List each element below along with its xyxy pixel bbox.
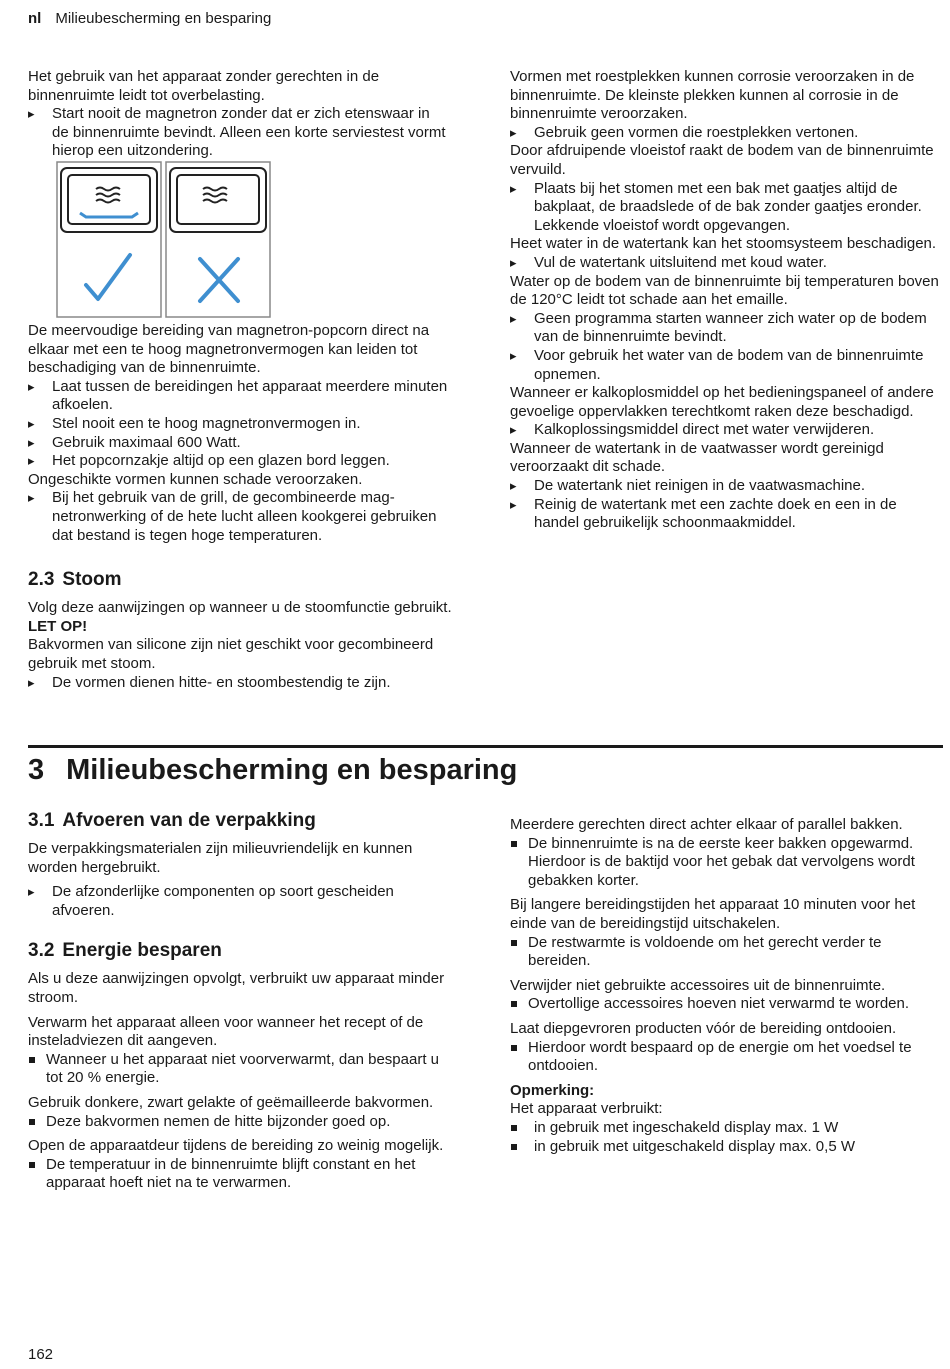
paragraph: Vormen met roestplekken kunnen corrosie veroorzaken in de binnenruimte. De kleinste plekken kunnen al corrosie in de binnenruimte veroorzaken. (510, 68, 915, 123)
bullet-item: ▸ Gebruik geen vormen die roestplekken vertonen. (510, 124, 944, 143)
bullet-item: ▸ Het popcornzakje altijd op een glazen bord leggen. (28, 452, 458, 471)
paragraph: Volg deze aanwijzingen op wanneer u de stoomfunctie gebruikt. (28, 599, 452, 617)
right-column-bottom (510, 816, 940, 1156)
paragraph: Door afdruipende vloeistof raakt de bodem van de binnenruimte vervuild. (510, 142, 934, 178)
warning-label: LET OP! (28, 617, 88, 635)
result-item: De restwarmte is voldoende om het gerecht verder te bereiden. (510, 934, 940, 971)
page-header (28, 10, 271, 29)
bullet-item: ▸ De vormen dienen hitte- en stoombestendig te zijn. (28, 674, 458, 693)
bullet-item: ▸ Stel nooit een te hoog magnetronvermogen in. (28, 415, 458, 434)
chapter-rule (28, 745, 943, 748)
bullet-item: ▸ Bij het gebruik van de grill, de gecombineerde magnetronwerking of de hete lucht alleen kookgerei gebruiken dat bestand is tegen hoge temperaturen. (28, 489, 458, 545)
bullet-item: ▸ Vul de watertank uitsluitend met koud water. (510, 254, 944, 273)
section-heading-3-1: 3.1 Afvoeren van de verpakking (28, 810, 316, 831)
paragraph: Meerdere gerechten direct achter elkaar of parallel bakken. (510, 816, 903, 833)
paragraph: Ongeschikte vormen kunnen schade veroorzaken. (28, 470, 363, 488)
result-item: De binnenruimte is na de eerste keer bakken opgewarmd. Hierdoor is de baktijd voor het gebak dat vervolgens wordt gebakken korter. (510, 835, 940, 891)
paragraph: Bij langere bereidingstijden het apparaat 10 minuten voor het einde van de bereidingstijd uitschakelen. (510, 896, 916, 932)
bullet-item: ▸ Laat tussen de bereidingen het apparaat meerdere minuten afkoelen. (28, 378, 458, 415)
paragraph: Verwijder niet gebruikte accessoires uit de binnenruimte. (510, 976, 886, 994)
header-title: Milieubescherming en besparing (55, 10, 272, 27)
paragraph: Verwarm het apparaat alleen voor wanneer het recept of de insteladviezen dit aangeven. (28, 1013, 424, 1050)
note-label: Opmerking: (510, 1081, 595, 1099)
result-item: Hierdoor wordt bespaard op de energie om het voedsel te ontdooien. (510, 1039, 940, 1076)
bullet-item: ▸ Start nooit de magnetron zonder dat er zich etenswaar in de binnenruimte bevindt. Alleen een korte serviestest vormt hierop een uitzondering. (28, 105, 458, 161)
bullet-item: ▸ Voor gebruik het water van de bodem van de binnenruimte opnemen. (510, 347, 944, 384)
paragraph: Het gebruik van het apparaat zonder gerechten in de binnenruimte leidt tot overbelasting. (28, 68, 380, 104)
paragraph: Als u deze aanwijzingen opvolgt, verbruikt uw apparaat minder stroom. (28, 970, 445, 1006)
paragraph: Wanneer de watertank in de vaatwasser wordt gereinigd veroorzaakt dit schade. (510, 439, 884, 476)
bullet-item: ▸ Gebruik maximaal 600 Watt. (28, 434, 458, 453)
bullet-item: ▸ Reinig de watertank met een zachte doek en een in de handel gebruikelijk schoonmaakmiddel. (510, 496, 944, 533)
result-item: Overtollige accessoires hoeven niet verwarmd te worden. (510, 995, 940, 1014)
section-heading-2-3: 2.3 Stoom (28, 569, 122, 591)
left-column-top (28, 68, 458, 161)
paragraph: Wanneer er kalkoplosmiddel op het bedieningspaneel of andere gevoelige oppervlakken terechtkomt raken deze beschadigd. (510, 384, 934, 420)
bullet-item: ▸ Plaats bij het stomen met een bak met gaatjes altijd de bakplaat, de braadslede of de bak zonder gaatjes eronder. Lekkende vloeistof wordt opgevangen. (510, 180, 944, 236)
result-item: Wanneer u het apparaat niet voorverwarmt, dan bespaart u tot 20 % energie. (28, 1051, 458, 1088)
bullet-item: ▸ De afzonderlijke componenten op soort gescheiden afvoeren. (28, 883, 458, 920)
paragraph: De meervoudige bereiding van magnetron-popcorn direct na elkaar met een te hoog magnetronvermogen kan leiden tot beschadiging van de binnenruimte. (28, 322, 430, 377)
paragraph: Laat diepgevroren producten vóór de bereiding ontdooien. (510, 1019, 897, 1037)
paragraph: Bakvormen van silicone zijn niet geschikt voor gecombineerd gebruik met stoom. (28, 636, 434, 672)
bullet-item: ▸ Kalkoplossingsmiddel direct met water verwijderen. (510, 421, 944, 440)
tray-usage-figure (56, 161, 272, 325)
note-item: in gebruik met uitgeschakeld display max. 0,5 W (510, 1138, 940, 1157)
figure-svg (56, 161, 272, 319)
paragraph: Gebruik donkere, zwart gelakte of geëmailleerde bakvormen. (28, 1093, 434, 1111)
paragraph: Heet water in de watertank kan het stoomsysteem beschadigen. (510, 235, 937, 253)
left-column-middle (28, 322, 458, 692)
oven-with-tray-check-icon (57, 162, 161, 317)
result-item: Deze bakvormen nemen de hitte bijzonder goed op. (28, 1113, 458, 1132)
bullet-item: ▸ De watertank niet reinigen in de vaatwasmachine. (510, 477, 944, 496)
right-column-top (510, 68, 944, 533)
note-text: Het apparaat verbruikt: (510, 1100, 663, 1118)
bullet-item: ▸ Geen programma starten wanneer zich water op de bodem van de binnenruimte bevindt. (510, 310, 944, 347)
language-code: nl (28, 10, 42, 27)
section-heading-3-2: 3.2 Energie besparen (28, 940, 222, 962)
paragraph: Open de apparaatdeur tijdens de bereiding zo weinig mogelijk. (28, 1137, 444, 1155)
chapter-title: 3 Milieubescherming en besparing (28, 754, 518, 786)
page-number: 162 (28, 1346, 54, 1363)
result-item: De temperatuur in de binnenruimte blijft constant en het apparaat hoeft niet na te verwarmen. (28, 1156, 458, 1193)
paragraph: De verpakkingsmaterialen zijn milieuvriendelijk en kunnen worden hergebruikt. (28, 840, 413, 876)
oven-without-tray-cross-icon (166, 162, 270, 317)
paragraph: Water op de bodem van de binnenruimte bij temperaturen boven de 120°C leidt tot schade aan het emaille. (510, 272, 939, 309)
left-column-bottom (28, 810, 458, 1193)
note-item: in gebruik met ingeschakeld display max. 1 W (510, 1119, 940, 1138)
